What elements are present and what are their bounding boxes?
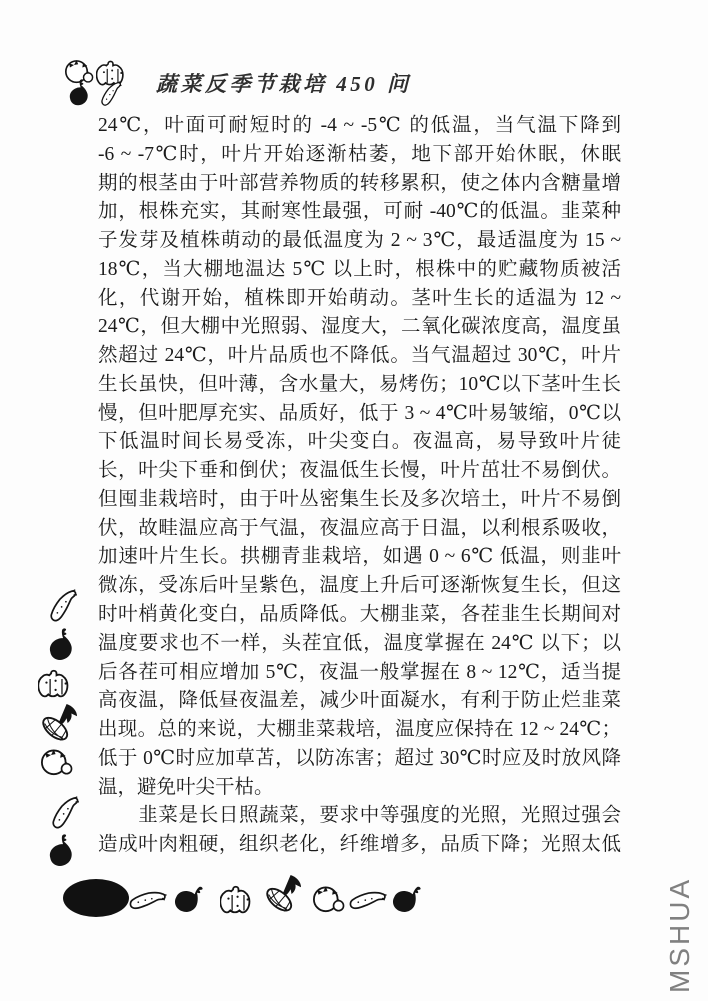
text-line: 出现。总的来说，大棚韭菜栽培，温度应保持在 12 ~ 24℃； [98, 719, 621, 741]
bell-pepper-icon [220, 884, 257, 915]
body-text [98, 112, 621, 860]
text-line: 24℃，叶面可耐短时的 -4 ~ -5℃ 的低温，当气温下降到 [98, 115, 621, 136]
text-line: 后各茬可相应增加 5℃，夜温一般掌握在 8 ~ 12℃，适当提 [98, 661, 621, 683]
text-line: 然超过 24℃，叶片品质也不降低。当气温超过 30℃，叶片 [98, 345, 621, 367]
text-line: -6 ~ -7℃时，叶片开始逐渐枯萎，地下部开始休眠，休眠 [98, 143, 621, 165]
text-line: 子发芽及植株萌动的最低温度为 2 ~ 3℃，最适温度为 15 ~ [98, 230, 621, 252]
running-title: 蔬菜反季节栽培 450 问 [156, 72, 412, 96]
eggplant-icon [46, 833, 75, 869]
bell-pepper-icon [97, 61, 123, 84]
cucumber-icon [102, 82, 122, 106]
eggplant-icon [70, 79, 88, 105]
text-line: 加速叶片生长。拱棚青韭栽培，如遇 0 ~ 6℃ 低温，则韭叶 [98, 546, 621, 568]
eggplant-icon [46, 627, 75, 663]
corn-icon [38, 703, 80, 741]
text-line: 温度要求也不一样，头茬宜低，温度掌握在 24℃ 以下；以 [98, 632, 621, 654]
text-line: 造成叶肉粗硬，组织老化，纤维增多，品质下降；光照太低 [98, 834, 621, 856]
cucumber-icon [50, 795, 79, 831]
text-line: 但囤韭栽培时，由于叶丛密集生长及多次培土，叶片不易倒 [98, 488, 621, 510]
text-line: 长，叶尖下垂和倒伏；夜温低生长慢，叶片茁壮不易倒伏。 [98, 460, 621, 482]
cucumber-icon [344, 877, 389, 923]
text-line: 低于 0℃时应加草苫，以防冻害；超过 30℃时应及时放风降 [98, 747, 621, 769]
black-ellipse-icon [62, 878, 130, 918]
text-line: 慢，但叶肥厚充实、品质好，低于 3 ~ 4℃叶易皱缩，0℃以 [98, 402, 621, 424]
text-line: 期的根茎由于叶部营养物质的转移累积，使之体内含糖量增 [98, 172, 621, 194]
text-line: 24℃，但大棚中光照弱、湿度大，二氧化碳浓度高，温度虽 [98, 316, 621, 338]
text-line: 18℃，当大棚地温达 5℃ 以上时，根株中的贮藏物质被活 [98, 258, 621, 280]
text-line: 加，根株充实，其耐寒性最强，可耐 -40℃的低温。韭菜种 [98, 201, 621, 223]
tomato-icon [66, 60, 93, 82]
text-line: 伏，故畦温应高于气温，夜温应高于日温，以利根系吸收， [98, 517, 621, 539]
tomato-icon [38, 745, 75, 776]
text-line: 生长虽快，但叶薄，含水量大，易烤伤；10℃以下茎叶生长 [98, 373, 621, 395]
text-line: 化，代谢开始，植株即开始萌动。茎叶生长的适温为 12 ~ [98, 287, 621, 309]
eggplant-icon [384, 875, 429, 921]
text-line: 温，避免叶尖干枯。 [98, 776, 274, 798]
eggplant-icon [166, 875, 211, 921]
corn-icon [262, 874, 304, 912]
text-line: 下低温时间长易受冻，叶尖变白。夜温高，易导致叶片徒 [98, 431, 621, 453]
watermark: MSHUA [664, 876, 695, 993]
cucumber-icon [124, 877, 169, 923]
cucumber-icon [48, 588, 77, 624]
text-line: 高夜温，降低昼夜温差，减少叶面凝水，有利于防止烂韭菜 [98, 690, 621, 712]
bell-pepper-icon [38, 668, 75, 699]
tomato-icon [310, 882, 347, 913]
text-line: 韭菜是长日照蔬菜，要求中等强度的光照，光照过强会 [98, 805, 621, 827]
vegetable-cluster-icon [62, 56, 148, 108]
text-line: 微冻，受冻后叶呈紫色，温度上升后可逐渐恢复生长，但这 [98, 575, 621, 597]
text-line: 时叶梢黄化变白，品质降低。大棚韭菜，各茬韭生长期间对 [98, 604, 621, 626]
